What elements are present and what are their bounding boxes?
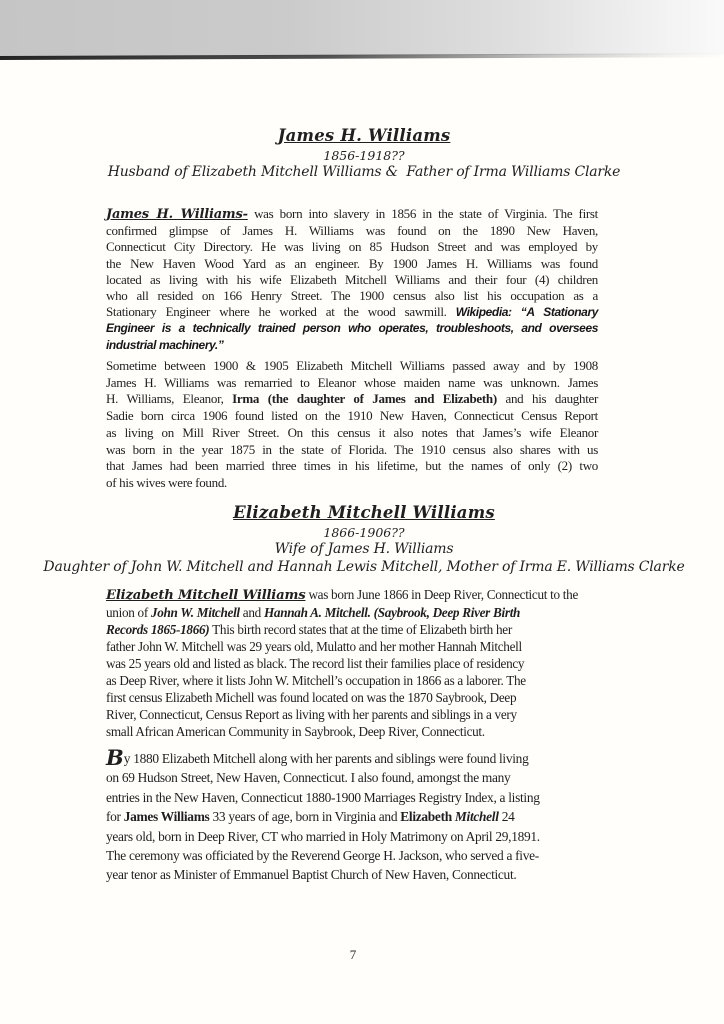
text-segment: and xyxy=(239,605,264,620)
text-line xyxy=(106,827,598,846)
text-line xyxy=(106,604,598,621)
text-line xyxy=(106,304,598,320)
text-segment: Elizabeth Mitchell Williams xyxy=(106,588,306,603)
drop-cap: B xyxy=(106,745,124,770)
text-segment: located as living with his wife Elizabeth Mitchell Williams and their four (4) children xyxy=(106,271,598,287)
text-segment: The ceremony was officiated by the Reverend George H. Jackson, who served a five- xyxy=(106,848,539,864)
text-segment: for xyxy=(106,809,124,825)
text-line xyxy=(106,788,598,807)
text-segment: James H. Williams was remarried to Eleanor whose maiden name was unknown. James xyxy=(106,374,598,390)
text-segment: H. Williams, Eleanor, xyxy=(106,391,233,407)
section2-dates: 1866-1906?? xyxy=(323,525,405,540)
paragraph-p1 xyxy=(106,206,598,353)
text-line xyxy=(106,256,598,272)
text-segment: Mitchell xyxy=(454,809,499,825)
text-line xyxy=(106,337,598,353)
text-segment: River, Connecticut, Census Report as living with her parents and siblings in a very xyxy=(106,707,517,722)
text-segment: 24 xyxy=(498,809,515,825)
section1-subtitle: Husband of Elizabeth Mitchell Williams & Father of Irma Williams Clarke xyxy=(107,164,621,180)
text-segment: Irma (the daughter of James and Elizabeth) xyxy=(232,391,497,407)
text-line xyxy=(106,723,598,740)
text-segment: was born into slavery in 1856 in the state of Virginia. The first xyxy=(247,206,598,221)
text-segment: father John W. Mitchell was 29 years old, Mulatto and her mother Hannah Mitchell xyxy=(106,639,522,654)
text-line xyxy=(106,655,598,672)
text-segment: James H. Williams- xyxy=(106,207,248,222)
paragraph-p4 xyxy=(106,747,598,885)
text-line xyxy=(106,272,598,288)
text-segment: small African American Community in Saybrook, Deep River, Connecticut. xyxy=(106,724,485,739)
text-segment: was 25 years old and listed as black. The record list their families place of residency xyxy=(106,656,525,671)
section2-subtitle-wife: Wife of James H. Williams xyxy=(274,541,454,557)
text-line xyxy=(106,638,598,655)
text-segment: Engineer is a technically trained person who operates, troubleshoots, and oversees xyxy=(106,321,598,336)
text-segment: the New Haven Wood Yard as an engineer. By 1900 James H. Williams was found xyxy=(106,255,598,271)
text-line xyxy=(106,408,598,425)
text-segment: on 69 Hudson Street, New Haven, Connecticut. I also found, amongst the many xyxy=(106,770,511,786)
section1-title: James H. Williams xyxy=(277,126,451,145)
text-line xyxy=(106,807,598,826)
text-line xyxy=(106,223,598,239)
text-segment: of his wives were found. xyxy=(106,474,227,490)
text-line xyxy=(106,458,598,475)
text-segment: Connecticut City Directory. He was living on 85 Hudson Street and was employed by xyxy=(106,239,598,255)
text-line xyxy=(106,391,598,408)
text-line xyxy=(106,865,598,884)
text-line xyxy=(106,768,598,787)
text-line xyxy=(106,747,598,768)
paragraph-p2 xyxy=(106,358,598,492)
text-line xyxy=(106,475,598,492)
text-line xyxy=(106,320,598,336)
section1-heading xyxy=(39,126,689,181)
text-segment: 33 years of age, born in Virginia and xyxy=(209,809,401,825)
text-segment: Sometime between 1900 & 1905 Elizabeth Mitchell Williams passed away and by 1908 xyxy=(106,358,598,373)
text-segment: James Williams xyxy=(123,809,210,825)
paragraph-p3 xyxy=(106,586,598,740)
text-segment: Wikipedia: “A Stationary xyxy=(455,305,598,320)
text-segment: first census Elizabeth Michell was found located on was the 1870 Saybrook, Deep xyxy=(106,690,517,705)
text-segment: y 1880 Elizabeth Mitchell along with her parents and siblings were found living xyxy=(123,751,529,766)
text-segment: Elizabeth xyxy=(400,809,455,825)
text-line xyxy=(106,358,598,375)
text-line xyxy=(106,425,598,442)
text-line xyxy=(106,442,598,459)
text-line xyxy=(106,689,598,706)
text-segment: was born June 1866 in Deep River, Connecticut to the xyxy=(305,587,578,602)
section2-subtitle-daughter: Daughter of John W. Mitchell and Hannah Lewis Mitchell, Mother of Irma E. Williams Clarke xyxy=(43,558,685,575)
text-segment: year tenor as Minister of Emmanuel Baptist Church of New Haven, Connecticut. xyxy=(106,867,517,883)
text-segment: confirmed glimpse of James H. Williams was found on the 1890 New Haven, xyxy=(106,223,598,239)
text-line xyxy=(106,206,598,223)
text-line xyxy=(106,586,598,604)
text-segment: Sadie born circa 1906 found listed on the 1910 New Haven, Connecticut Census Report xyxy=(106,408,598,424)
text-line xyxy=(106,621,598,638)
text-segment: years old, born in Deep River, CT who married in Holy Matrimony on April 29,1891. xyxy=(106,828,540,844)
text-segment: entries in the New Haven, Connecticut 1880-1900 Marriages Registry Index, a listing xyxy=(106,789,540,805)
text-segment: Hannah A. Mitchell. (Saybrook, Deep River Birth xyxy=(263,605,521,620)
text-line xyxy=(106,239,598,255)
page-number: 7 xyxy=(349,947,357,962)
text-segment: industrial machinery.” xyxy=(106,337,224,352)
text-line xyxy=(106,706,598,723)
section1-dates: 1856-1918?? xyxy=(323,148,405,163)
text-segment: This birth record states that at the time of Elizabeth birth her xyxy=(209,622,512,637)
text-segment: Records 1865-1866) xyxy=(106,622,210,637)
text-segment: who all resided on 166 Henry Street. The 1900 census also list his occupation as a xyxy=(106,288,598,304)
section2-title: Elizabeth Mitchell Williams xyxy=(233,503,495,522)
text-line xyxy=(106,846,598,865)
text-line xyxy=(106,288,598,304)
text-line xyxy=(106,375,598,392)
text-segment: as living on Mill River Street. On this census it also notes that James’s wife Eleanor xyxy=(106,424,598,440)
text-segment: was born in the year 1875 in the state of Florida. The 1910 census also shares with us xyxy=(106,441,598,457)
text-segment: that James had been married three times in his lifetime, but the names of only (2) two xyxy=(106,458,598,474)
text-segment: as Deep River, where it lists John W. Mitchell’s occupation in 1866 as a laborer. The xyxy=(106,673,526,688)
text-segment: and his daughter xyxy=(496,391,599,407)
section2-heading xyxy=(39,503,689,575)
text-segment: John W. Mitchell xyxy=(150,605,240,620)
text-segment: union of xyxy=(106,605,151,620)
text-segment: Stationary Engineer where he worked at the wood sawmill. xyxy=(106,304,456,320)
text-line xyxy=(106,672,598,689)
